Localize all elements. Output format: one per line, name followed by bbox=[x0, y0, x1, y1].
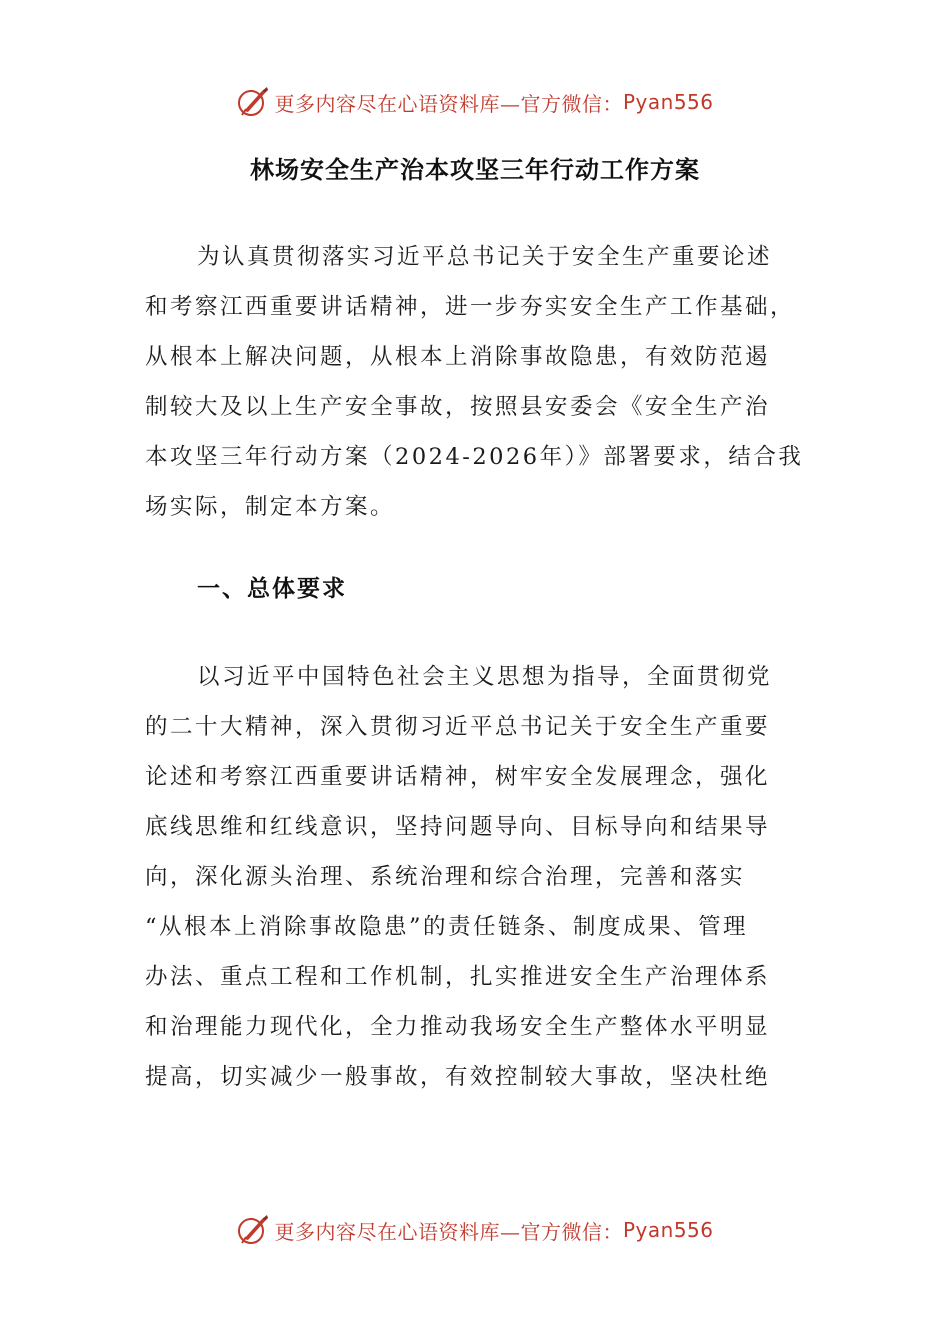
paragraph-line: 本攻坚三年行动方案（2024-2026年）》部署要求，结合我 bbox=[145, 444, 804, 470]
paragraph-line: 从根本上解决问题，从根本上消除事故隐患，有效防范遏 bbox=[145, 344, 771, 370]
paragraph-line: 底线思维和红线意识，坚持问题导向、目标导向和结果导 bbox=[145, 814, 771, 840]
paragraph-line: 场实际，制定本方案。 bbox=[145, 494, 396, 520]
section-1-paragraph bbox=[145, 652, 805, 1102]
section-heading: 一、总体要求 bbox=[197, 575, 347, 602]
watermark-wechat-id: Pyan556 bbox=[622, 90, 714, 114]
header-watermark bbox=[0, 82, 950, 122]
watermark-promo-text: 更多内容尽在心语资料库—官方微信： bbox=[274, 1219, 623, 1244]
paragraph-line: 和治理能力现代化，全力推动我场安全生产整体水平明显 bbox=[145, 1014, 771, 1040]
paragraph-line: 办法、重点工程和工作机制，扎实推进安全生产治理体系 bbox=[145, 964, 771, 990]
footer-watermark bbox=[0, 1210, 950, 1250]
paragraph-line: 向，深化源头治理、系统治理和综合治理，完善和落实 bbox=[145, 864, 746, 890]
paragraph-line: 制较大及以上生产安全事故，按照县安委会《安全生产治 bbox=[145, 394, 771, 420]
document-title: 林场安全生产治本攻坚三年行动工作方案 bbox=[250, 155, 700, 184]
paragraph-line: 和考察江西重要讲话精神，进一步夯实安全生产工作基础， bbox=[145, 294, 796, 320]
paragraph-line: 的二十大精神，深入贯彻习近平总书记关于安全生产重要 bbox=[145, 714, 771, 740]
paragraph-line: “从根本上消除事故隐患”的责任链条、制度成果、管理 bbox=[145, 914, 749, 940]
quill-pen-logo-icon bbox=[236, 85, 270, 119]
intro-paragraph bbox=[145, 232, 805, 532]
quill-pen-logo-icon bbox=[236, 1213, 270, 1247]
watermark-wechat-id: Pyan556 bbox=[622, 1218, 714, 1242]
paragraph-line: 提高，切实减少一般事故，有效控制较大事故，坚决杜绝 bbox=[145, 1064, 771, 1090]
paragraph-line: 为认真贯彻落实习近平总书记关于安全生产重要论述 bbox=[197, 244, 773, 270]
paragraph-line: 以习近平中国特色社会主义思想为指导，全面贯彻党 bbox=[197, 664, 773, 690]
watermark-promo-text: 更多内容尽在心语资料库—官方微信： bbox=[274, 91, 623, 116]
paragraph-line: 论述和考察江西重要讲话精神，树牢安全发展理念，强化 bbox=[145, 764, 771, 790]
